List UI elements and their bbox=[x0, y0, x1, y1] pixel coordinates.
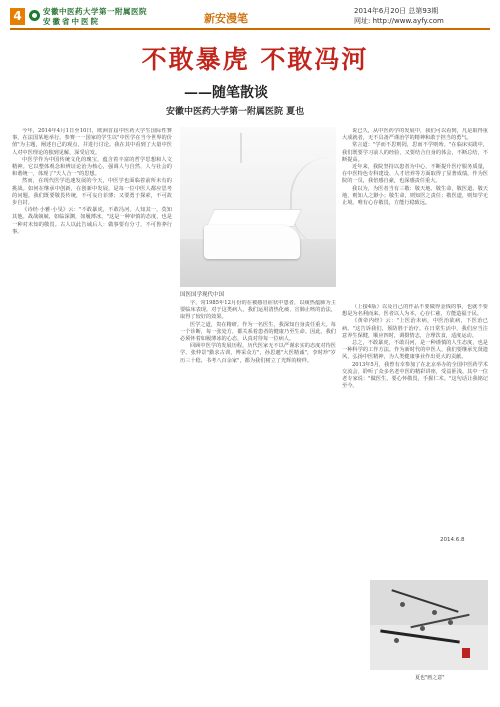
piano-installation-photo bbox=[180, 127, 336, 287]
section-title: 新安漫笔 bbox=[204, 12, 248, 25]
article-title: 不敢暴虎 不敢冯河 bbox=[141, 45, 369, 74]
paragraph: 《诗经·小雅·小旻》云："不敢暴虎，不敢冯河。人知其一，莫知其他。战战兢兢，如临深渊，如履薄冰。"这是一种审慎的态度，也是一种对未知的敬畏。古人以此告诫后人：做事要有分寸，不可鲁莽行事。 bbox=[12, 207, 172, 235]
paper-name: 安徽省中医院 bbox=[43, 17, 100, 26]
paragraph: 说已久，从中医药学的发展中，我们可以看到，凡是取得重大成就者，无不具备严谨治学的精神和敢于担当的勇气。 bbox=[342, 128, 488, 142]
ink-painting-image bbox=[370, 580, 488, 670]
photo-caption: 国医国学现代中国 bbox=[180, 292, 225, 298]
paragraph: 医学之道，贵在精研。作为一名医生，我深知自身责任重大。每一个诊断，每一张处方，都关系着患者的健康乃至生命。因此，我们必须怀着如履薄冰的心态，认真对待每一位病人。 bbox=[180, 321, 336, 343]
paragraph: 近年来，我院坚持以患者为中心，不断提升医疗服务质量，在中医特色专科建设、人才培养等方面取得了显著成绩。作为医院的一员，我倍感自豪，也深感责任重大。 bbox=[342, 164, 488, 185]
text-column-1 bbox=[12, 128, 172, 668]
paragraph: 常言道："学而不思则罔，思而不学则殆。"在临床实践中，我们既要学习前人的经验，又要结合自身的体会，不断总结，不断提高。 bbox=[342, 142, 488, 163]
paragraph: 总之，不敢暴虎，不敢冯河，是一种谨慎的人生态度，也是一种科学的工作方法。作为新时代的中医人，我们要继承先贤遗风，弘扬中医精神，为人类健康事业作出更大的贡献。 bbox=[342, 340, 488, 361]
article-subtitle: ——随笔散谈 bbox=[184, 85, 268, 101]
text-column-2 bbox=[180, 300, 336, 670]
issue-date: 2014年6月20日 总第93期 bbox=[354, 7, 439, 15]
paragraph: 今年，2014年4月1日至10日，欧洲首届中医药大学生国际性赛事，在法国某地举行。参赛一一国家的学生以"中医学在当今世界的价值"为主题，阐述自己的观点，并进行讨论。我在其中看到了大量中医人对中医理论的独到见解，深受启发。 bbox=[12, 128, 172, 156]
painting-caption: 夏也"画之意" bbox=[415, 675, 445, 681]
paragraph: （上接4版）以及自己的作品不要做得金钱的事，也就不要想是为名利而来。医者以人为本，心存仁慈，方能造福于民。 bbox=[342, 304, 488, 318]
text-column-4 bbox=[342, 304, 488, 534]
text-column-3 bbox=[342, 128, 488, 300]
header-divider bbox=[10, 28, 490, 30]
paragraph: 我以为，为医者当有三敬：敬天地、敬生命、敬医道。敬天地，则知人之渺小；敬生命，则知医之责任；敬医道，则知学无止境。唯有心存敬畏，方能行稳致远。 bbox=[342, 185, 488, 207]
paragraph: 2013年5月，我曾有幸参加了在北京举办的全国中医药学术交流会，聆听了众多名老中医的精彩讲座，受益匪浅。其中一位老专家说："做医生，要心怀敬畏，手握仁术。"这句话让我铭记至今。 bbox=[342, 361, 488, 390]
hospital-logo-icon bbox=[29, 10, 40, 21]
paragraph: 《黄帝内经》云："上医治未病，中医治欲病，下医治已病。"这告诉我们，预防胜于治疗。在日常生活中，我们应当注意养生保健，顺应四时，调摄情志，合理饮食，适度运动。 bbox=[342, 318, 488, 339]
paragraph: 然而，在现代医学迅速发展的今天，中医学也面临着前所未有的挑战。如何在继承中创新，在创新中发展，是每一位中医人都应思考的问题。我们既要敬畏传统，不可妄自菲薄；又要勇于探索，不可故步自封。 bbox=[12, 178, 172, 207]
paragraph: 回顾中医学的发展历程，历代医家无不以严谨求实的态度对待医学。张仲景"勤求古训，博采众方"，孙思邈"大医精诚"，李时珍"岁历三十稔，书考八百余家"，都为我们树立了光辉的榜样。 bbox=[180, 343, 336, 364]
hospital-name: 安徽中医药大学第一附属医院 bbox=[43, 7, 147, 16]
page-number: 4 bbox=[10, 8, 25, 25]
paragraph: 字，常1985年12月份的在被感冒症状中患者，以痰热蕴肺为主要临床表现。对于这类病人，我们运用清热化痰、宣肺止咳的治法，取得了较好的效果。 bbox=[180, 300, 336, 321]
article-date-signoff: 2014.6.8 bbox=[440, 537, 465, 543]
paragraph: 中医学作为中国传统文化的瑰宝，蕴含着丰富的哲学思想和人文精神。它以整体观念和辨证论治为核心，强调人与自然、人与社会的和谐统一，体现了"天人合一"的思想。 bbox=[12, 156, 172, 178]
article-author: 安徽中医药大学第一附属医院 夏也 bbox=[166, 107, 305, 117]
website-link[interactable]: 网址: http://www.ayfy.com bbox=[354, 17, 444, 25]
